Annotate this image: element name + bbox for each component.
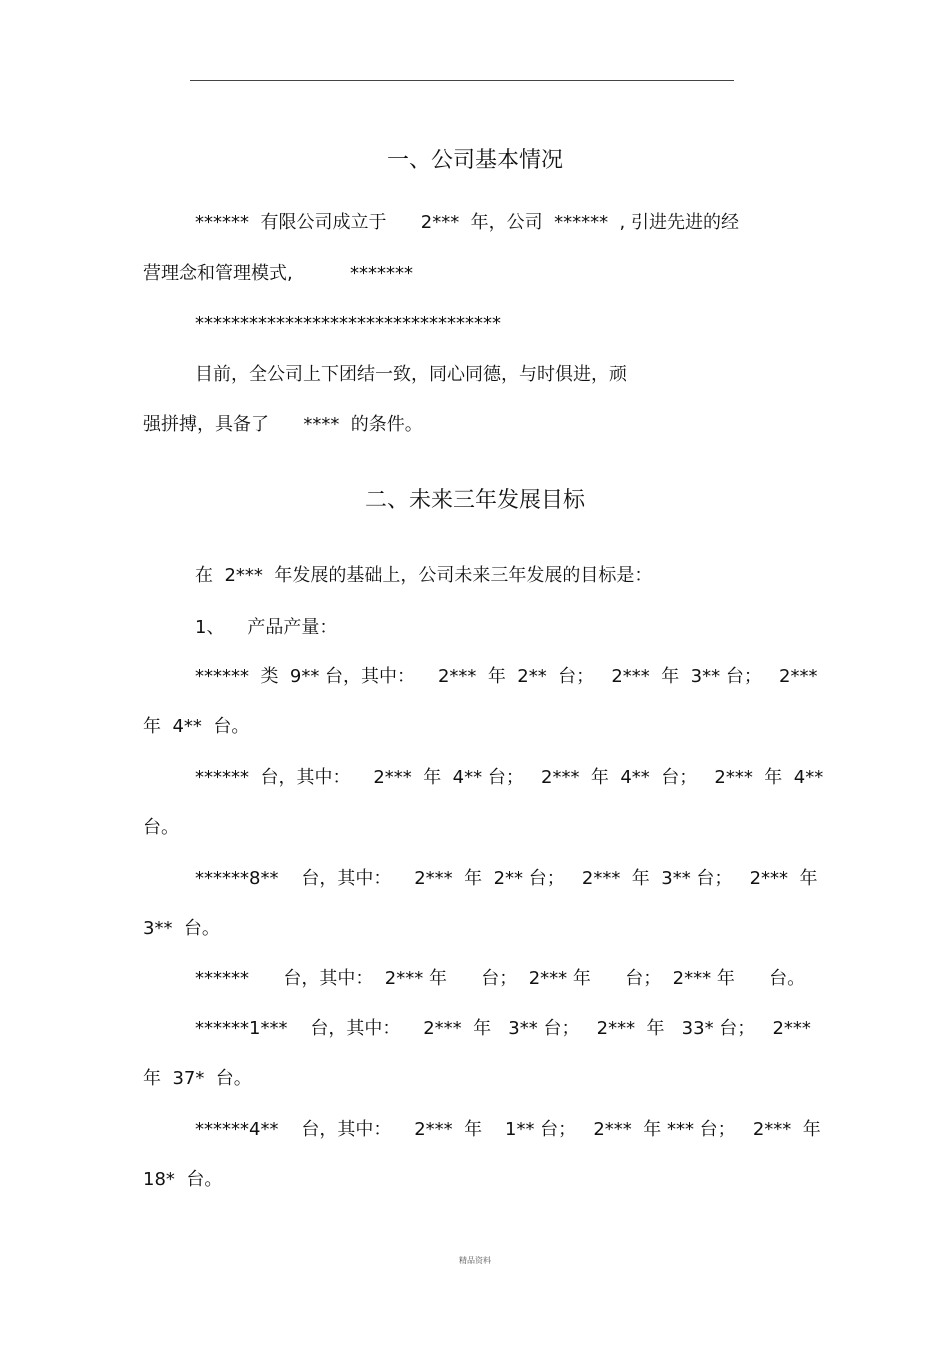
- paragraph-2-line-1: 目前，全公司上下团结一致，同心同德，与时俱进，顽: [195, 364, 627, 385]
- product-line: ****** 台，其中： 2*** 年 4** 台； 2*** 年 4** 台； 2*** 年 4**: [195, 767, 824, 788]
- footer-text: 精品资料: [459, 1256, 491, 1265]
- section-2-intro: 在 2*** 年发展的基础上，公司未来三年发展的目标是：: [195, 565, 653, 586]
- section-1-heading: 一、公司基本情况: [386, 148, 563, 173]
- top-rule: [190, 80, 734, 81]
- product-line: ****** 台，其中： 2*** 年 台； 2*** 年 台； 2*** 年 台。: [195, 968, 806, 989]
- product-line: ****** 类 9** 台，其中： 2*** 年 2** 台； 2*** 年 3** 台； 2***: [195, 666, 818, 687]
- paragraph-1-line-1: ****** 有限公司成立于 2*** 年，公司 ****** , 引进先进的经: [195, 212, 739, 233]
- product-line: 年 37* 台。: [143, 1068, 252, 1089]
- product-line: 3** 台。: [143, 918, 220, 939]
- paragraph-1-line-3: **********************************: [195, 313, 501, 334]
- product-line: ******4** 台，其中： 2*** 年 1** 台； 2*** 年 *** 台； 2*** 年: [195, 1119, 821, 1140]
- list-item-1-heading: 1、 产品产量：: [195, 617, 338, 638]
- product-line: ******8** 台，其中： 2*** 年 2** 台； 2*** 年 3** 台； 2*** 年: [195, 868, 818, 889]
- section-2-heading: 二、未来三年发展目标: [364, 488, 585, 513]
- product-line: ******1*** 台，其中： 2*** 年 3** 台； 2*** 年 33* 台； 2***: [195, 1018, 811, 1039]
- paragraph-2-line-2: 强拼搏，具备了 **** 的条件。: [143, 414, 423, 435]
- product-line: 18* 台。: [143, 1169, 223, 1190]
- product-line: 年 4** 台。: [143, 716, 250, 737]
- product-line: 台。: [143, 817, 179, 838]
- paragraph-1-line-2: 营理念和管理模式, *******: [143, 263, 413, 284]
